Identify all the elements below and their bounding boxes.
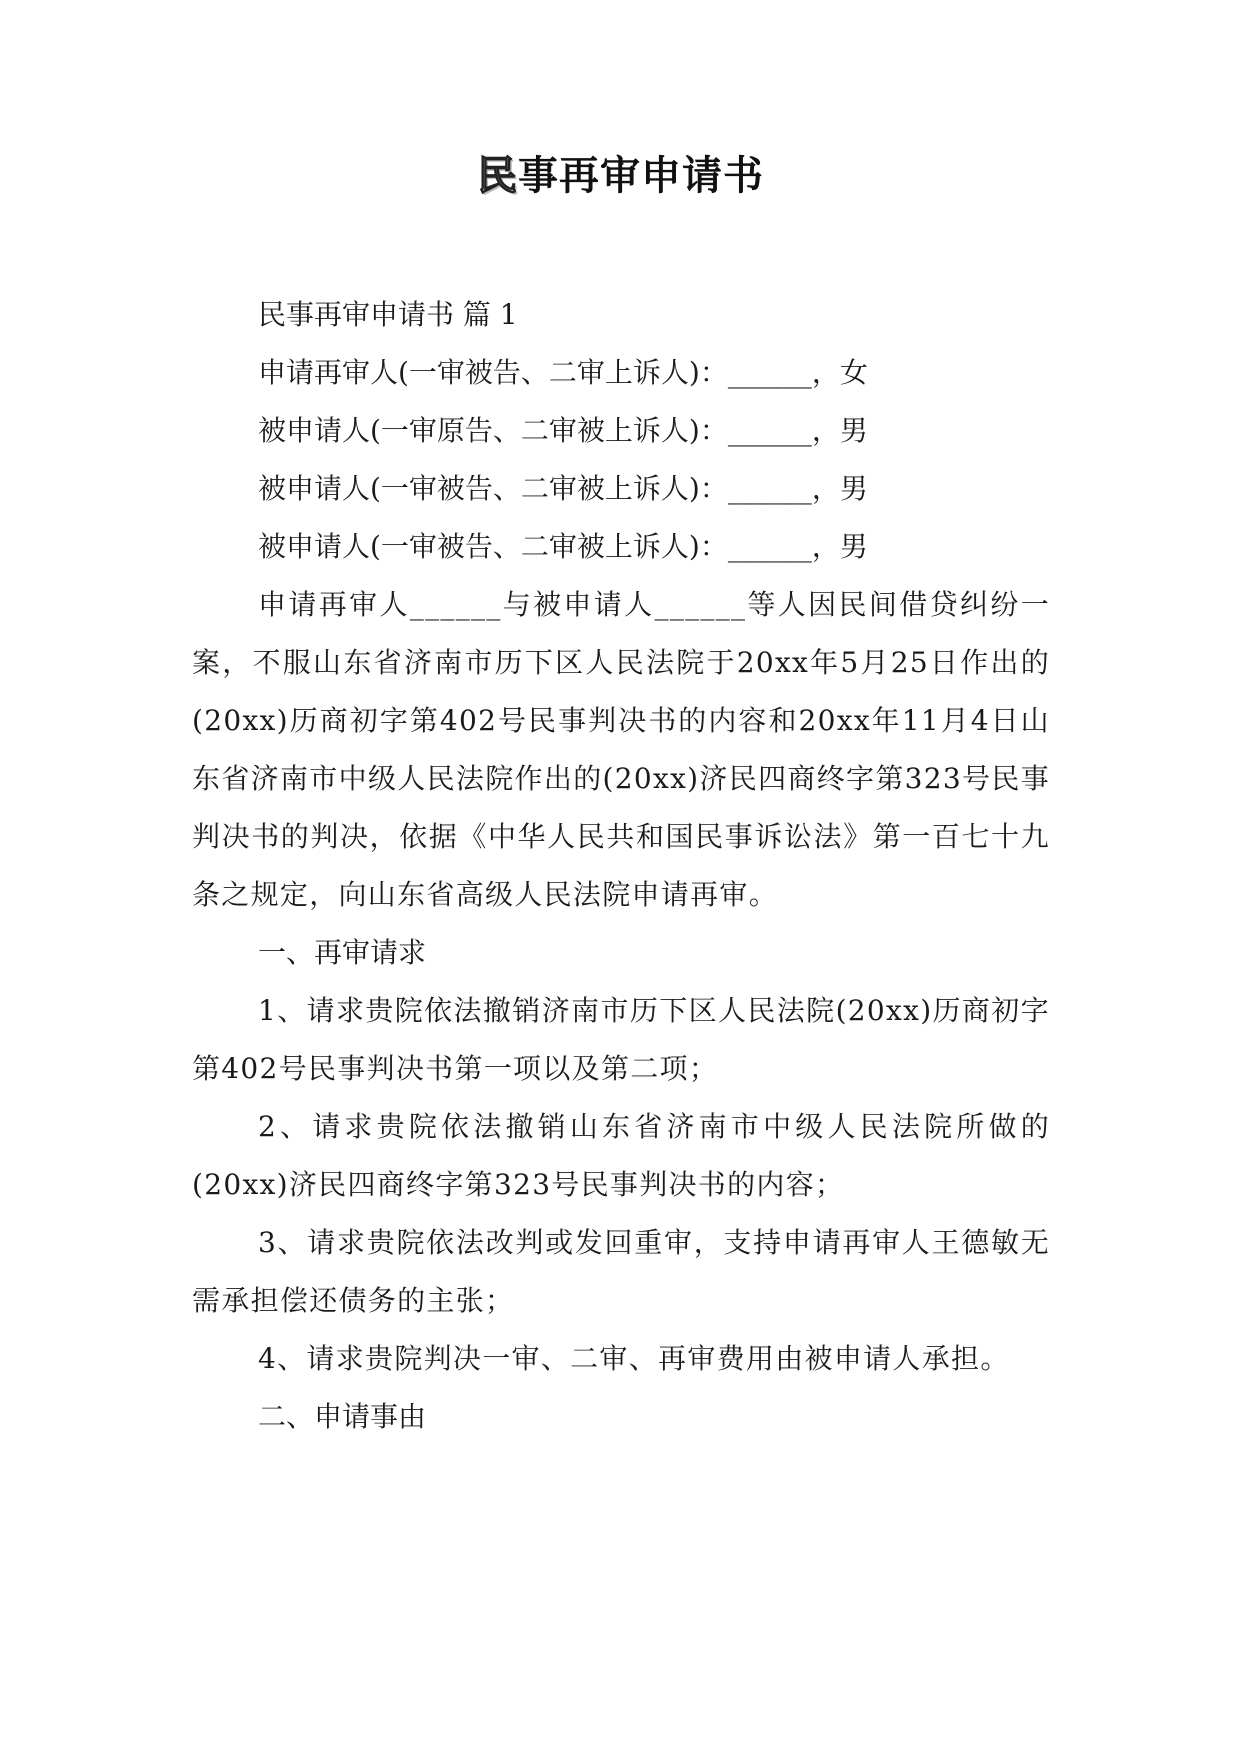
heading-retrial-requests: 一、再审请求 — [258, 936, 427, 969]
request-item-3: 3、请求贵院依法改判或发回重审，支持申请再审人王德敏无需承担偿还债务的主张； — [192, 1226, 1050, 1317]
request-item-2: 2、请求贵院依法撤销山东省济南市中级人民法院所做的(20xx)济民四商终字第323号民事判决书的内容； — [192, 1110, 1050, 1201]
heading-application-reasons: 二、申请事由 — [258, 1400, 427, 1433]
request-item-1: 1、请求贵院依法撤销济南市历下区人民法院(20xx)历商初字第402号民事判决书第一项以及第二项； — [192, 994, 1050, 1085]
intro-paragraph: 申请再审人______与被申请人______等人因民间借贷纠纷一案，不服山东省济南市历下区人民法院于20xx年5月25日作出的(20xx)历商初字第402号民事判决书的内容和20xx年11月4日山东省济南市中级人民法院作出的(20xx)济民四商终字第323号民事判决书的判决，依据《中华人民共和国民事诉讼法》第一百七十九条之规定，向山东省高级人民法院申请再审。 — [192, 588, 1050, 911]
document-title-first-char: 民 — [477, 153, 518, 199]
party-respondent-1: 被申请人(一审原告、二审被上诉人)：______，男 — [258, 414, 868, 447]
document-body — [192, 286, 1050, 1446]
party-applicant: 申请再审人(一审被告、二审上诉人)：______，女 — [258, 356, 868, 389]
party-respondent-3: 被申请人(一审被告、二审被上诉人)：______，男 — [258, 530, 868, 563]
document-title-rest: 事再审申请书 — [518, 153, 764, 199]
section-heading: 民事再审申请书 篇 1 — [258, 298, 518, 331]
request-item-4: 4、请求贵院判决一审、二审、再审费用由被申请人承担。 — [258, 1342, 1010, 1375]
party-respondent-2: 被申请人(一审被告、二审被上诉人)：______，男 — [258, 472, 868, 505]
document-title — [0, 148, 1241, 204]
